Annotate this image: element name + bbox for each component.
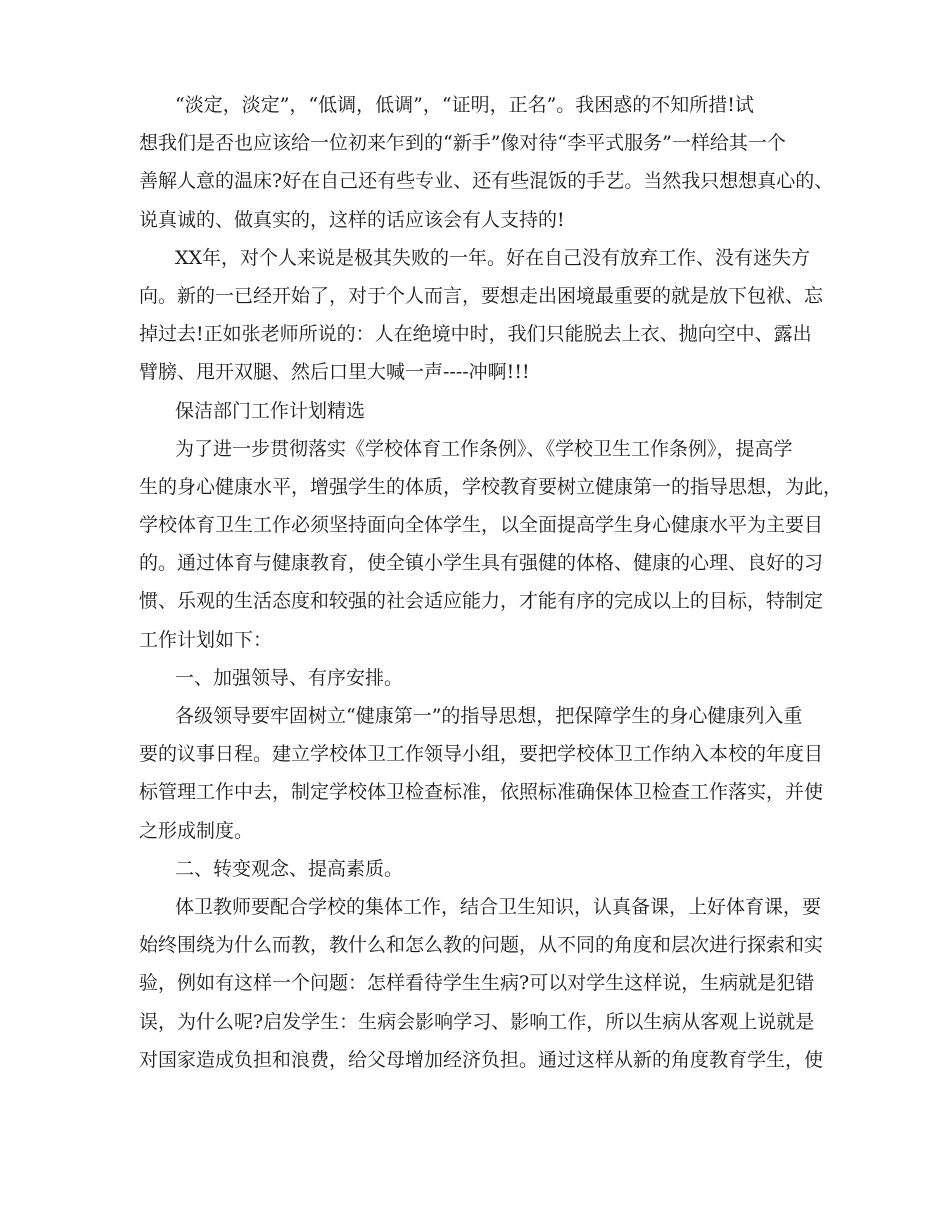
text-line: 想我们是否也应该给一位初来乍到的“新手”像对待“李平式服务”一样给其一个 (139, 132, 786, 155)
text-line: 臂膀、甩开双腿、然后口里大喊一声----冲啊!!! (139, 361, 530, 384)
text-line: 向。新的一已经开始了，对于个人而言，要想走出困境最重要的就是放下包袱、忘 (139, 284, 824, 307)
text-line: 工作计划如下： (139, 628, 273, 651)
document-body (139, 86, 843, 1079)
text-line: 保洁部门工作计划精选 (175, 399, 366, 422)
text-line: 始终围绕为什么而教，教什么和怎么教的问题，从不同的角度和层次进行探索和实 (139, 934, 824, 957)
text-line: 惯、乐观的生活态度和较强的社会适应能力，才能有序的完成以上的目标，特制定 (139, 590, 824, 613)
text-line: 掉过去!正如张老师所说的：人在绝境中时，我们只能脱去上衣、抛向空中、露出 (139, 323, 812, 346)
text-line: 一、加强领导、有序安排。 (175, 666, 404, 689)
text-line: 学校体育卫生工作必须坚持面向全体学生，以全面提高学生身心健康水平为主要目 (139, 514, 824, 537)
text-line: 验，例如有这样一个问题：怎样看待学生生病?可以对学生这样说，生病就是犯错 (139, 972, 815, 995)
text-line: 二、转变观念、提高素质。 (175, 857, 404, 880)
text-line: 体卫教师要配合学校的集体工作，结合卫生知识，认真备课，上好体育课，要 (175, 895, 822, 918)
text-line: 各级领导要牢固树立“健康第一”的指导思想，把保障学生的身心健康列入重 (175, 705, 803, 727)
text-line: 标管理工作中去，制定学校体卫检查标准，依照标准确保体卫检查工作落实，并使 (139, 781, 824, 804)
text-line: “淡定，淡定”，“低调，低调”，“证明，正名”。我困惑的不知所措!试 (175, 94, 754, 116)
text-line: 之形成制度。 (139, 819, 254, 842)
text-line: 对国家造成负担和浪费，给父母增加经济负担。通过这样从新的角度教育学生，使 (139, 1048, 824, 1071)
text-line: XX年，对个人来说是极其失败的一年。好在自己没有放弃工作、没有迷失方 (175, 246, 811, 269)
text-line: 说真诚的、做真实的，这样的话应该会有人支持的! (139, 208, 565, 231)
text-line: 为了进一步贯彻落实《学校体育工作条例》、《学校卫生工作条例》，提高学 (175, 437, 793, 460)
text-line: 误，为什么呢?启发学生：生病会影响学习、影响工作，所以生病从客观上说就是 (139, 1010, 815, 1033)
text-line: 要的议事日程。建立学校体卫工作领导小组，要把学校体卫工作纳入本校的年度目 (139, 743, 824, 766)
text-line: 善解人意的温床?好在自己还有些专业、还有些混饭的手艺。当然我只想想真心的、 (139, 170, 834, 193)
text-line: 生的身心健康水平，增强学生的体质，学校教育要树立健康第一的指导思想，为此， (139, 475, 843, 498)
text-line: 的。通过体育与健康教育，使全镇小学生具有强健的体格、健康的心理、良好的习 (139, 552, 824, 575)
